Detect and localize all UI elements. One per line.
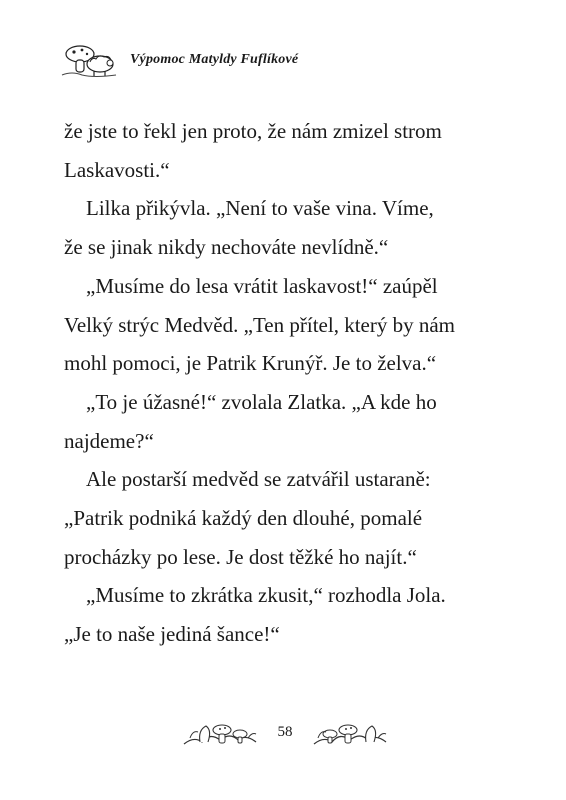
text-line: „Patrik podniká každý den dlouhé, pomalé xyxy=(64,506,423,531)
text-line: že se jinak nikdy nechováte nevlídně.“ xyxy=(64,235,389,260)
page-footer xyxy=(180,712,390,752)
text-line: Lilka přikývla. „Není to vaše vina. Víme, xyxy=(86,196,434,221)
text-line: „To je úžasné!“ zvolala Zlatka. „A kde ho xyxy=(86,389,437,414)
mushroom-ornament-icon xyxy=(310,714,390,750)
page-number: 58 xyxy=(277,723,293,740)
text-line: najdeme?“ xyxy=(64,428,154,453)
header-title: Výpomoc Matyldy Fuflíkové xyxy=(130,52,299,67)
mushroom-ornament-icon xyxy=(180,714,260,750)
text-line: Laskavosti.“ xyxy=(64,157,170,182)
text-line: Velký strýc Medvěd. „Ten přítel, který by nám xyxy=(64,312,456,337)
running-header xyxy=(60,42,298,78)
text-line: Ale postarší medvěd se zatvářil ustaraně: xyxy=(86,467,431,492)
body-text xyxy=(64,112,514,654)
text-line: „Je to naše jediná šance!“ xyxy=(64,622,280,647)
text-line: mohl pomoci, je Patrik Krunýř. Je to želva.“ xyxy=(64,351,437,376)
mushroom-sheep-icon xyxy=(60,42,118,78)
text-line: „Musíme do lesa vrátit laskavost!“ zaúpěl xyxy=(86,273,438,298)
text-line: procházky po lese. Je dost těžké ho najít.“ xyxy=(64,544,417,569)
text-line: „Musíme to zkrátka zkusit,“ rozhodla Jola. xyxy=(86,583,446,608)
text-line: že jste to řekl jen proto, že nám zmizel strom xyxy=(64,119,442,143)
